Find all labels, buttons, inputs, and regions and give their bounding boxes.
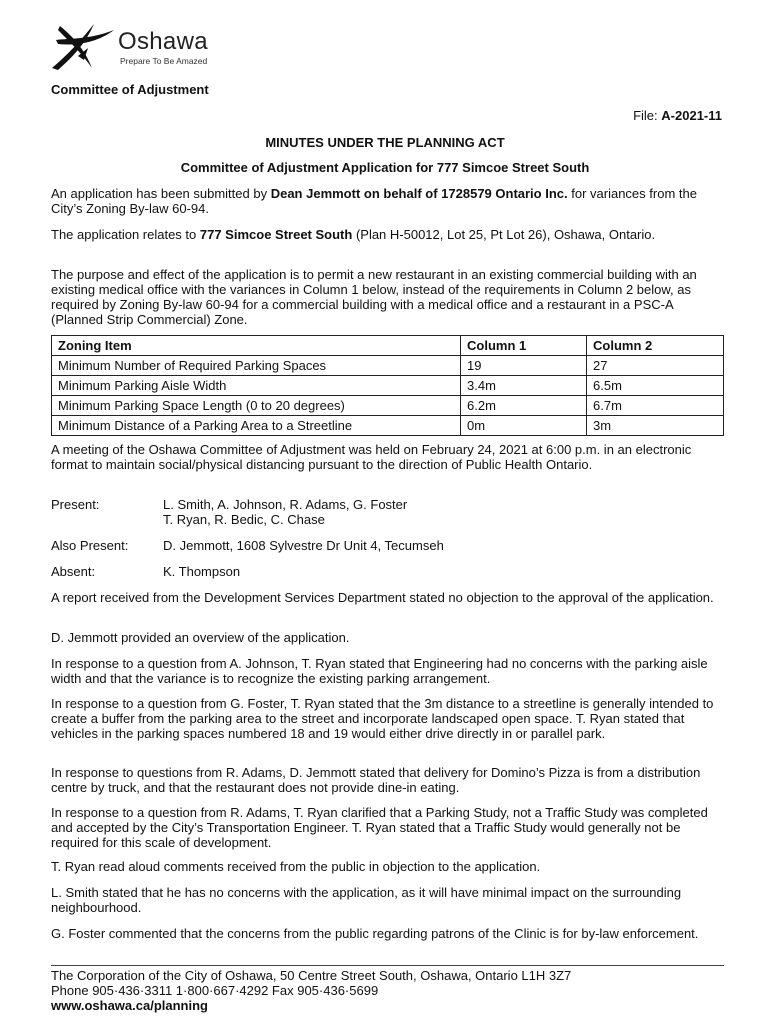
present-members-line-2: T. Ryan, R. Bedic, C. Chase — [163, 512, 325, 527]
intro-1-text-end: for variances from the City’s Zoning By-law 60-94. — [51, 186, 697, 216]
document-title: MINUTES UNDER THE PLANNING ACT — [265, 135, 505, 150]
present-members-line-1: L. Smith, A. Johnson, R. Adams, G. Foster — [163, 497, 408, 512]
file-number: A-2021-11 — [661, 108, 722, 123]
intro-paragraph-1 — [51, 186, 723, 216]
file-label: File: — [633, 108, 658, 123]
footer-phone: Phone 905·436·3311 1·800·667·4292 Fax 905·436·5699 — [51, 983, 379, 998]
body-paragraph: In response to a question from G. Foster, T. Ryan stated that the 3m distance to a streetline is generally intended to create a buffer from the parking area to the street and incorporate landscaped open space. T. Ryan stated that vehicles in the parking spaces numbered 18 and 19 would either drive directly in or parallel park. — [51, 696, 714, 741]
footer-divider — [51, 965, 724, 966]
table-header-cell: Column 1 — [461, 336, 587, 356]
table-header-cell: Column 2 — [587, 336, 724, 356]
table-cell: 6.5m — [587, 376, 724, 396]
logo-tagline: Prepare To Be Amazed — [120, 56, 208, 66]
table-row — [52, 376, 724, 396]
body-paragraph: D. Jemmott provided an overview of the application. — [51, 630, 350, 645]
body-paragraph: In response to a question from A. Johnson, T. Ryan stated that Engineering had no concerns with the parking aisle width and that the variance is to recognize the existing parking arrangement. — [51, 656, 708, 686]
table-cell: 27 — [587, 356, 724, 376]
table-cell: 3m — [587, 416, 724, 436]
table-cell: 6.2m — [461, 396, 587, 416]
table-cell: Minimum Parking Space Length (0 to 20 degrees) — [52, 396, 461, 416]
present-label: Present: — [51, 497, 100, 512]
property-address: 777 Simcoe Street South — [199, 227, 353, 242]
committee-heading: Committee of Adjustment — [51, 82, 209, 97]
body-paragraph: In response to a question from R. Adams, T. Ryan clarified that a Parking Study, not a Traffic Study was completed and accepted by the City’s Transportation Engineer. T. Ryan stated that a Traffic Study would generally not be required for this scale of development. — [51, 805, 708, 850]
table-cell: Minimum Parking Aisle Width — [52, 376, 461, 396]
table-cell: Minimum Number of Required Parking Spaces — [52, 356, 461, 376]
table-cell: 6.7m — [587, 396, 724, 416]
oshawa-logo — [48, 18, 238, 76]
body-paragraph: A report received from the Development Services Department stated no objection to the approval of the application. — [51, 590, 714, 605]
also-present-label: Also Present: — [51, 538, 129, 553]
table-cell: 0m — [461, 416, 587, 436]
footer-website-link[interactable]: www.oshawa.ca/planning — [51, 998, 208, 1013]
body-paragraph: L. Smith stated that he has no concerns with the application, as it will have minimal impact on the surrounding neighbourhood. — [51, 885, 682, 915]
table-cell: 19 — [461, 356, 587, 376]
table-row — [52, 416, 724, 436]
footer-address: The Corporation of the City of Oshawa, 50 Centre Street South, Oshawa, Ontario L1H 3Z7 — [51, 968, 572, 983]
absent-label: Absent: — [51, 564, 96, 579]
file-reference — [633, 108, 722, 123]
intro-1-text: An application has been submitted by — [51, 186, 271, 201]
variance-table — [51, 335, 724, 436]
also-present-value: D. Jemmott, 1608 Sylvestre Dr Unit 4, Tecumseh — [163, 538, 444, 553]
body-paragraph: T. Ryan read aloud comments received from the public in objection to the application. — [51, 859, 541, 874]
intro-2-text: The application relates to — [51, 227, 200, 242]
body-paragraph: G. Foster commented that the concerns from the public regarding patrons of the Clinic is for by-law enforcement. — [51, 926, 699, 941]
meeting-paragraph: A meeting of the Oshawa Committee of Adjustment was held on February 24, 2021 at 6:00 p.m. in an electronic format to maintain social/physical distancing pursuant to the direction of Public Health Ontario. — [51, 442, 692, 472]
intro-2-text-end: (Plan H-50012, Lot 25, Pt Lot 26), Oshawa, Ontario. — [352, 227, 656, 242]
absent-value: K. Thompson — [163, 564, 241, 579]
purpose-paragraph: The purpose and effect of the application is to permit a new restaurant in an existing commercial building with an existing medical office with the variances in Column 1 below, instead of the requirements in Column 2 below, as required by Zoning By-law 60-94 for a commercial building with a medical office and a restaurant in a PSC-A (Planned Strip Commercial) Zone. — [51, 267, 697, 327]
table-header-cell: Zoning Item — [52, 336, 461, 356]
table-row — [52, 356, 724, 376]
table-row — [52, 396, 724, 416]
document-subtitle: Committee of Adjustment Application for 777 Simcoe Street South — [180, 160, 590, 175]
table-cell: Minimum Distance of a Parking Area to a Streetline — [52, 416, 461, 436]
table-cell: 3.4m — [461, 376, 587, 396]
body-paragraph: In response to questions from R. Adams, D. Jemmott stated that delivery for Domino’s Pizza is from a distribution centre by truck, and that the restaurant does not provide dine-in eating. — [51, 765, 701, 795]
applicant-name: Dean Jemmott on behalf of 1728579 Ontario Inc. — [270, 186, 568, 201]
oshawa-mark-icon — [48, 18, 118, 74]
table-header-row — [52, 336, 724, 356]
intro-paragraph-2 — [51, 227, 723, 242]
logo-name: Oshawa — [118, 28, 208, 55]
